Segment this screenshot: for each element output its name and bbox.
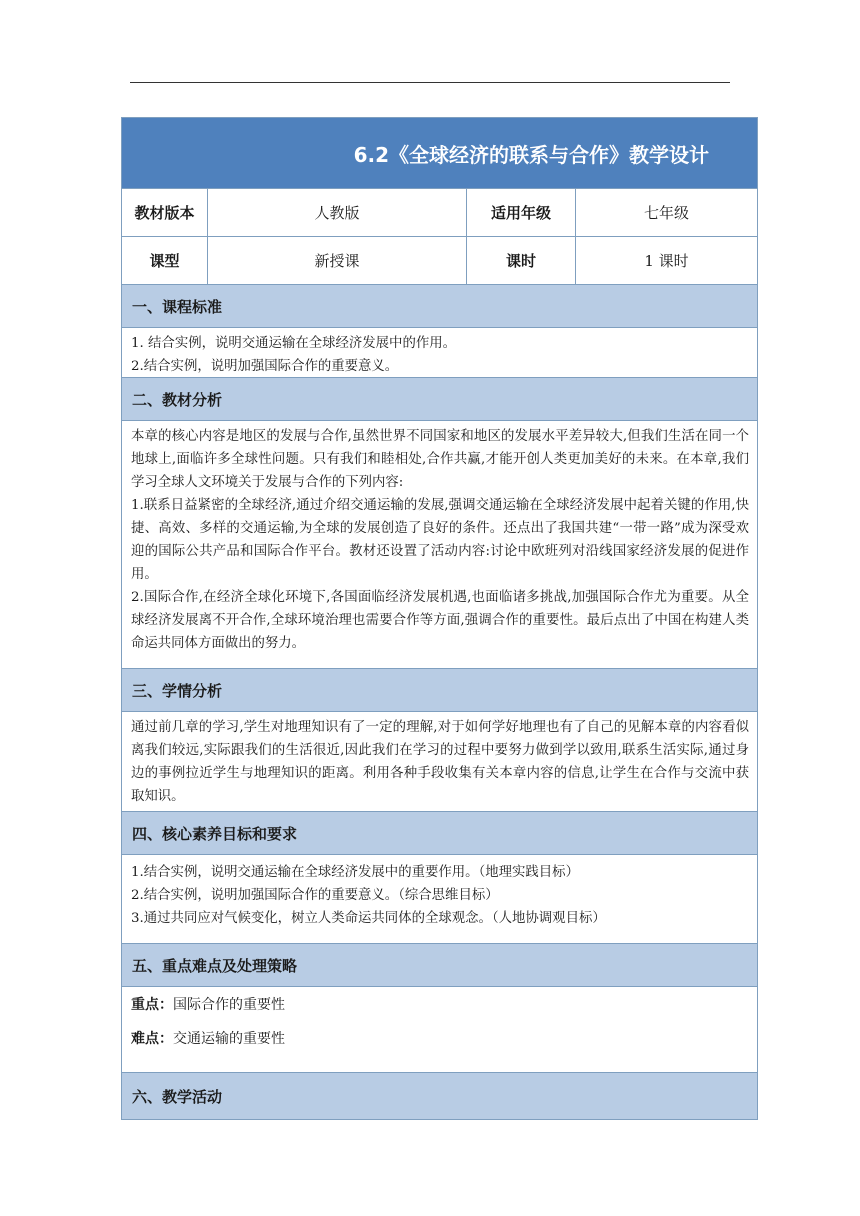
paragraph: 本章的核心内容是地区的发展与合作,虽然世界不同国家和地区的发展水平差异较大,但我们生活在同一个地球上,面临许多全球性问题。只有我们和睦相处,合作共赢,才能开创人类更加美好的未来。在本章,我们学习全球人文环境关于发展与合作的下列内容: (131, 429, 749, 490)
lesson-plan-table (121, 117, 758, 1120)
difficulty-row (131, 1028, 749, 1051)
lesson-hours-label: 课时 (467, 237, 576, 284)
difficulty-text: 交通运输的重要性 (173, 1031, 285, 1047)
list-item: 1.结合实例，说明交通运输在全球经济发展中的重要作用。（地理实践目标） (131, 865, 579, 880)
edition-label: 教材版本 (122, 189, 208, 236)
list-item: 3.通过共同应对气候变化，树立人类命运共同体的全球观念。（人地协调观目标） (131, 911, 606, 926)
section-body-textbook-analysis (122, 421, 757, 669)
section-heading-key-difficult-points: 五、重点难点及处理策略 (122, 944, 757, 987)
info-row-edition-grade (122, 189, 757, 237)
section-body-core-literacy-goals (122, 855, 757, 944)
section-body-curriculum-standard (122, 328, 757, 378)
section-heading-textbook-analysis: 二、教材分析 (122, 378, 757, 421)
key-point-label: 重点： (131, 997, 173, 1013)
edition-value: 人教版 (208, 189, 467, 236)
page-header-rule (130, 82, 730, 83)
key-point-text: 国际合作的重要性 (173, 997, 285, 1013)
section-heading-curriculum-standard: 一、课程标准 (122, 285, 757, 328)
section-heading-learner-analysis: 三、学情分析 (122, 669, 757, 712)
paragraph: 2.国际合作,在经济全球化环境下,各国面临经济发展机遇,也面临诸多挑战,加强国际合作尤为重要。从全球经济发展离不开合作,全球环境治理也需要合作等方面,强调合作的重要性。最后点出了中国在构建人类命运共同体方面做出的努力。 (131, 590, 749, 651)
list-item: 2.结合实例，说明加强国际合作的重要意义。（综合思维目标） (131, 888, 499, 903)
grade-label: 适用年级 (467, 189, 576, 236)
paragraph: 1.联系日益紧密的全球经济,通过介绍交通运输的发展,强调交通运输在全球经济发展中起着关键的作用,快捷、高效、多样的交通运输,为全球的发展创造了良好的条件。还点出了我国共建“一带一路”成为深受欢迎的国际公共产品和国际合作平台。教材还设置了活动内容:讨论中欧班列对沿线国家经济发展的促进作用。 (131, 498, 749, 582)
difficulty-label: 难点： (131, 1031, 173, 1047)
lesson-type-value: 新授课 (208, 237, 467, 284)
key-point-row (131, 994, 749, 1017)
grade-value: 七年级 (643, 204, 689, 222)
section-body-key-difficult-points (122, 987, 757, 1073)
lesson-hours-value: 1 课时 (644, 252, 689, 270)
list-item: 2.结合实例，说明加强国际合作的重要意义。 (131, 359, 399, 374)
section-heading-teaching-activities: 六、教学活动 (122, 1073, 757, 1119)
section-heading-core-literacy-goals: 四、核心素养目标和要求 (122, 812, 757, 855)
paragraph: 通过前几章的学习,学生对地理知识有了一定的理解,对于如何学好地理也有了自己的见解本章的内容看似离我们较远,实际跟我们的生活很近,因此我们在学习的过程中要努力做到学以致用,联系生活实际,通过身边的事例拉近学生与地理知识的距离。利用各种手段收集有关本章内容的信息,让学生在合作与交流中获取知识。 (131, 720, 749, 804)
info-row-type-hours (122, 237, 757, 285)
list-item: 1. 结合实例，说明交通运输在全球经济发展中的作用。 (131, 336, 457, 351)
section-body-learner-analysis (122, 712, 757, 812)
document-title: 6.2《全球经济的联系与合作》教学设计 (122, 118, 757, 189)
lesson-type-label: 课型 (122, 237, 208, 284)
